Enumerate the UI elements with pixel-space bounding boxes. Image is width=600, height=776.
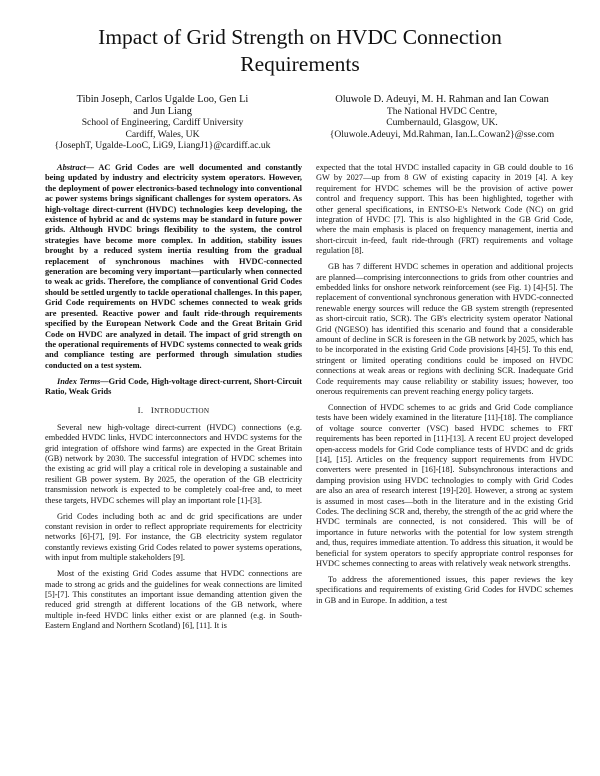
author-names: Tibin Joseph, Carlos Ugalde Loo, Gen Li — [76, 94, 249, 105]
author-names: Oluwole D. Adeuyi, M. H. Rahman and Ian Cowan — [335, 94, 549, 105]
abstract — [45, 163, 302, 371]
right-column — [316, 163, 573, 612]
abstract-label: Abstract— — [57, 163, 95, 172]
abstract-text: AC Grid Codes are well documented and constantly being updated by industry and electricity system operators. However, the deployment of power electronics-based technology into conventional ac power systems brings significant challenges for system operators. As high-voltage direct-current (HVDC) technologies keep developing, the existence of hybrid ac and dc systems may be standard in future power grids. Although HVDC brings flexibility to the system, the control strategies have become more complex. In addition, stability issues brought by a reduced system inertia resulting from the gradual replacement of synchronous machines with HVDC-connected generation are becoming very important—particularly when connected to weak ac grids. Therefore, the compliance of conventional Grid Codes should be settled urgently to tackle operational challenges. In this paper, Grid Code requirements on HVDC schemes connected to weak grids are presented. Reactive power and fault ride-through requirements specified by the European Network Code and the Great Britain Grid Code on HVDC are analyzed in detail. The impact of grid strength on the operational requirements of HVDC systems connected to weak grids and compliance testing are performed through simulation studies conducted on a test system. — [45, 163, 302, 370]
author-block-hvdc-centre — [312, 94, 572, 140]
body-paragraph: Several new high-voltage direct-current (HVDC) connections (e.g. embedded HVDC links, HVDC interconnectors and HVDC systems for the grid integration of offshore wind farms) are expected in the Great Britain (GB) network by 2030. The successful integration of HVDC schemes into the existing ac grid will play a critical role in developing a sustainable and resilient GB power system. By 2025, the operation of the GB electricity transmission network is expected to be completely coal-free and, to meet these targets, HVDC schemes will play an important role [1]-[3]. — [45, 422, 302, 505]
author-location: Cumbernauld, Glasgow, UK. — [386, 117, 498, 129]
section-numeral: I. — [137, 405, 144, 416]
index-terms — [45, 377, 302, 398]
author-location: Cardiff, Wales, UK — [125, 128, 200, 140]
author-block-cardiff — [40, 94, 285, 152]
index-terms-text: —Grid Code, High-voltage direct-current, Short-Circuit Ratio, Weak Grids — [45, 376, 302, 397]
author-emails: {Oluwole.Adeuyi, Md.Rahman, Ian.L.Cowan2}@sse.com — [329, 128, 555, 140]
body-paragraph: expected that the total HVDC installed capacity in GB could double to 16 GW by 2027—up from 8 GW of existing capacity in 2019 [4]. A key requirement for HVDC schemes will be the provision of active power control and frequency support. This has been highlighted, together with other general specifications, in ENTSO-E's Network Code (NC) on grid integration of HVDC [7]. This is also highlighted in the GB Grid Code, where the main emphasis is placed on frequency management, inertia and short-circuit in-feed, fault ride-through (FRT) requirements and voltage regulation [8]. — [316, 163, 573, 256]
author-names-continued: and Jun Liang — [133, 105, 192, 117]
section-initial: I — [150, 405, 155, 416]
author-affiliation: The National HVDC Centre, — [386, 105, 498, 117]
body-paragraph: Most of the existing Grid Codes assume that HVDC connections are made to strong ac grids and the guidelines for weak connections are limited [5]-[7]. This constitutes an important issue demanding attention given the reduced grid strength at different locations of the GB network, where multiple in-feed HVDC links either exist or are planned (e.g. in South-Eastern England and Northern Scotland) [6], [11]. It is — [45, 569, 302, 631]
section-title-rest: NTRODUCTION — [154, 407, 210, 416]
author-emails: {JosephT, Ugalde-LooC, LiG9, LiangJ1}@cardiff.ac.uk — [54, 140, 271, 152]
index-terms-label: Index Terms — [57, 376, 101, 386]
section-heading-introduction — [45, 405, 302, 416]
author-affiliation: School of Engineering, Cardiff University — [81, 117, 244, 129]
body-paragraph: Connection of HVDC schemes to ac grids and Grid Code compliance tests have been widely examined in the literature [11]-[18]. The compliance of voltage source converter (VSC) based HVDC schemes to FRT requirements has been reported in [11]-[13]. A recent EU project developed open-access models for Grid Code compliance tests of HVDC and dc grids [14], [15]. Articles on the frequency support requirements from HVDC converters were presented in [16]-[18]. Subsynchronous interactions and damping provision using HVDC technologies to comply with Grid Codes are also an area of research interest [19]-[20]. However, a strong ac system is assumed in most cases—both in the literature and in the existing Grid Codes. The declining SCR and, thereby, the strength of the ac grid where the HVDC terminals are connected, is not considered. This will be of importance in future networks with the potential for low system strength and, thus, requires immediate attention. To address this situation, it would be beneficial for system operators to specify appropriate control responses for HVDC schemes connecting to areas with relatively weak network strengths. — [316, 402, 573, 569]
body-paragraph: To address the aforementioned issues, this paper reviews the key specifications and requirements of existing Grid Codes for HVDC schemes in GB and in Europe. In addition, a test — [316, 574, 573, 605]
body-paragraph: Grid Codes including both ac and dc grid specifications are under constant revision in order to reflect appropriate requirements for electricity networks [6]-[7], [9]. For instance, the GB electricity system regulator constantly reviews existing Grid Codes related to power systems operations, with input from multiple stakeholders [9]. — [45, 511, 302, 563]
paper-title: Impact of Grid Strength on HVDC Connection Requirements — [98, 25, 502, 76]
left-column — [45, 163, 302, 637]
body-paragraph: GB has 7 different HVDC schemes in operation and additional projects are planned—comprising interconnections to grids from other countries and embedded links for onshore network reinforcement (see Fig. 1) [4]-[5]. The replacement of conventional synchronous generation with HVDC-connected renewable energy sources will reduce the GB system strength (represented as short-circuit ratio, SCR). The GB's electricity system operator National Grid (NGESO) has identified this scenario and found that a considerable amount of decline in SCR is foreseen in the GB network by 2025, which has to be incorporated in the existing Grid Code provisions [4]-[5]. To this end, stringent or limited operating conditions could be imposed on HVDC connections at weak areas or regions with declining SCR. Inadequate Grid Code requirements may cause reliability or stability issues; however, too onerous requirements can prevent reaching energy policy targets. — [316, 262, 573, 397]
